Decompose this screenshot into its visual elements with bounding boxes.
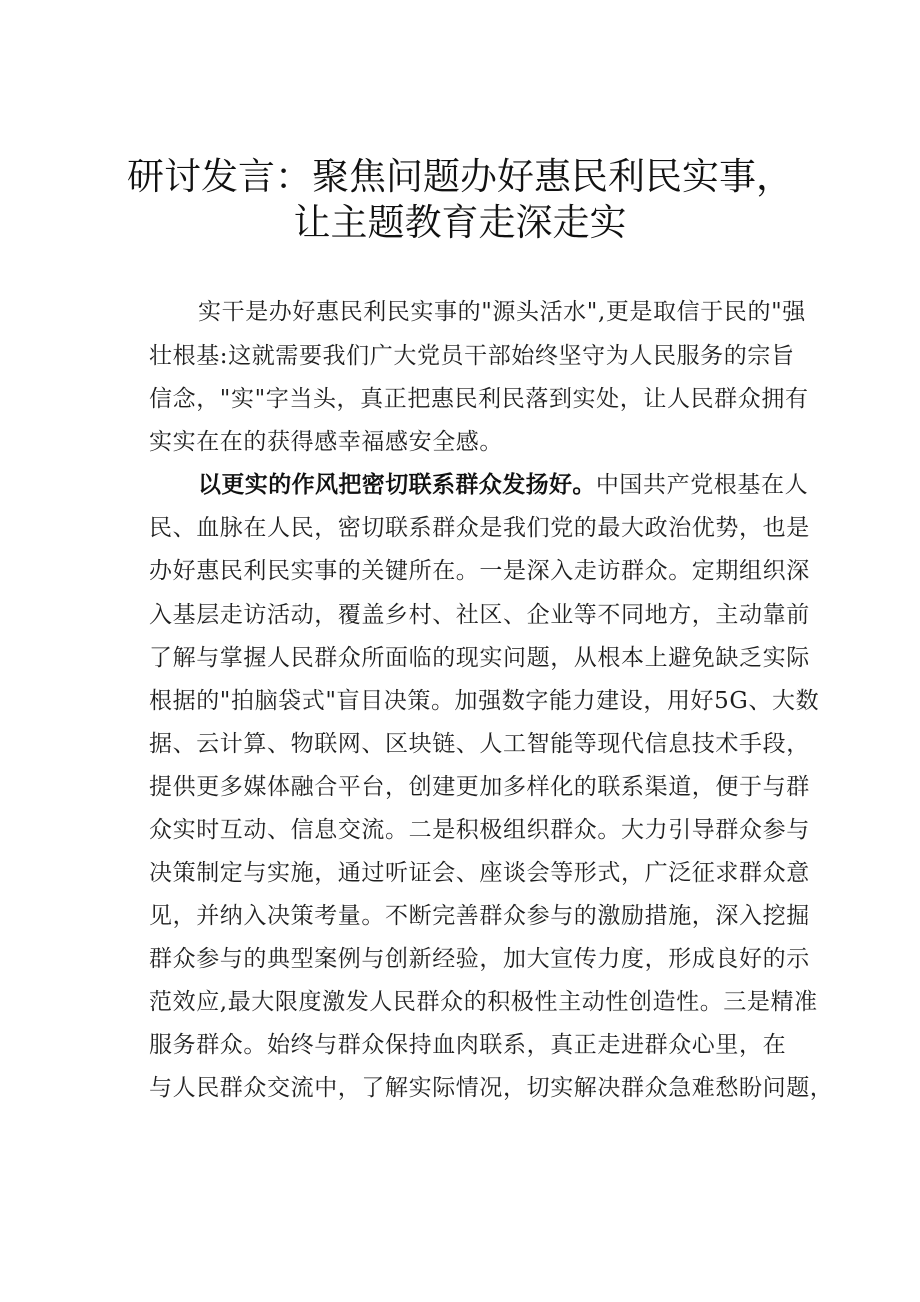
paragraph-2-line-2: 民、血脉在人民，密切联系群众是我们党的最大政治优势，也是 — [149, 515, 810, 541]
paragraph-1-line-3: 信念，"实"字当头，真正把惠民利民落到实处，让人民群众拥有 — [149, 386, 809, 412]
paragraph-2-line-7: 据、云计算、物联网、区块链、人工智能等现代信息技术手段， — [149, 731, 810, 757]
paragraph-2-line-15: 与人民群众交流中，了解实际情况，切实解决群众急难愁盼问题， — [149, 1075, 834, 1101]
paragraph-2-line-13: 范效应,最大限度激发人民群众的积极性主动性创造性。三是精准 — [149, 989, 818, 1015]
paragraph-2-line-11: 见，并纳入决策考量。不断完善群众参与的激励措施，深入挖掘 — [149, 903, 810, 929]
document-title-line-2: 让主题教育走深走实 — [293, 201, 627, 244]
paragraph-2-line-14: 服务群众。始终与群众保持血肉联系，真正走进群众心里，在 — [149, 1032, 787, 1058]
paragraph-2-heading: 以更实的作风把密切联系群众发扬好。 — [198, 472, 596, 498]
paragraph-2-line-4: 入基层走访活动，覆盖乡村、社区、企业等不同地方，主动靠前 — [149, 602, 810, 628]
paragraph-2-line-9: 众实时互动、信息交流。二是积极组织群众。大力引导群众参与 — [149, 817, 810, 843]
paragraph-2-line-1 — [198, 470, 808, 500]
paragraph-1-line-1: 实干是办好惠民利民实事的"源头活水",更是取信于民的"强 — [198, 299, 806, 325]
paragraph-2-line-3: 办好惠民利民实事的关键所在。一是深入走访群众。定期组织深 — [149, 558, 810, 584]
paragraph-2-line-6: 根据的"拍脑袋式"盲目决策。加强数字能力建设，用好5G、大数 — [149, 688, 820, 714]
paragraph-2-line-8: 提供更多媒体融合平台，创建更加多样化的联系渠道，便于与群 — [149, 774, 810, 800]
document-title-line-1: 研讨发言：聚焦问题办好惠民利民实事， — [127, 155, 793, 198]
paragraph-2-line-12: 群众参与的典型案例与创新经验，加大宣传力度，形成良好的示 — [149, 946, 810, 972]
paragraph-2-line-5: 了解与掌握人民群众所面临的现实问题，从根本上避免缺乏实际 — [149, 645, 810, 671]
paragraph-1-line-2: 壮根基:这就需要我们广大党员干部始终坚守为人民服务的宗旨 — [149, 343, 795, 369]
paragraph-2-line-10: 决策制定与实施，通过听证会、座谈会等形式，广泛征求群众意 — [149, 860, 810, 886]
paragraph-1-line-4: 实实在在的获得感幸福感安全感。 — [149, 429, 503, 455]
paragraph-2-first-line-rest: 中国共产党根基在人 — [595, 472, 809, 498]
